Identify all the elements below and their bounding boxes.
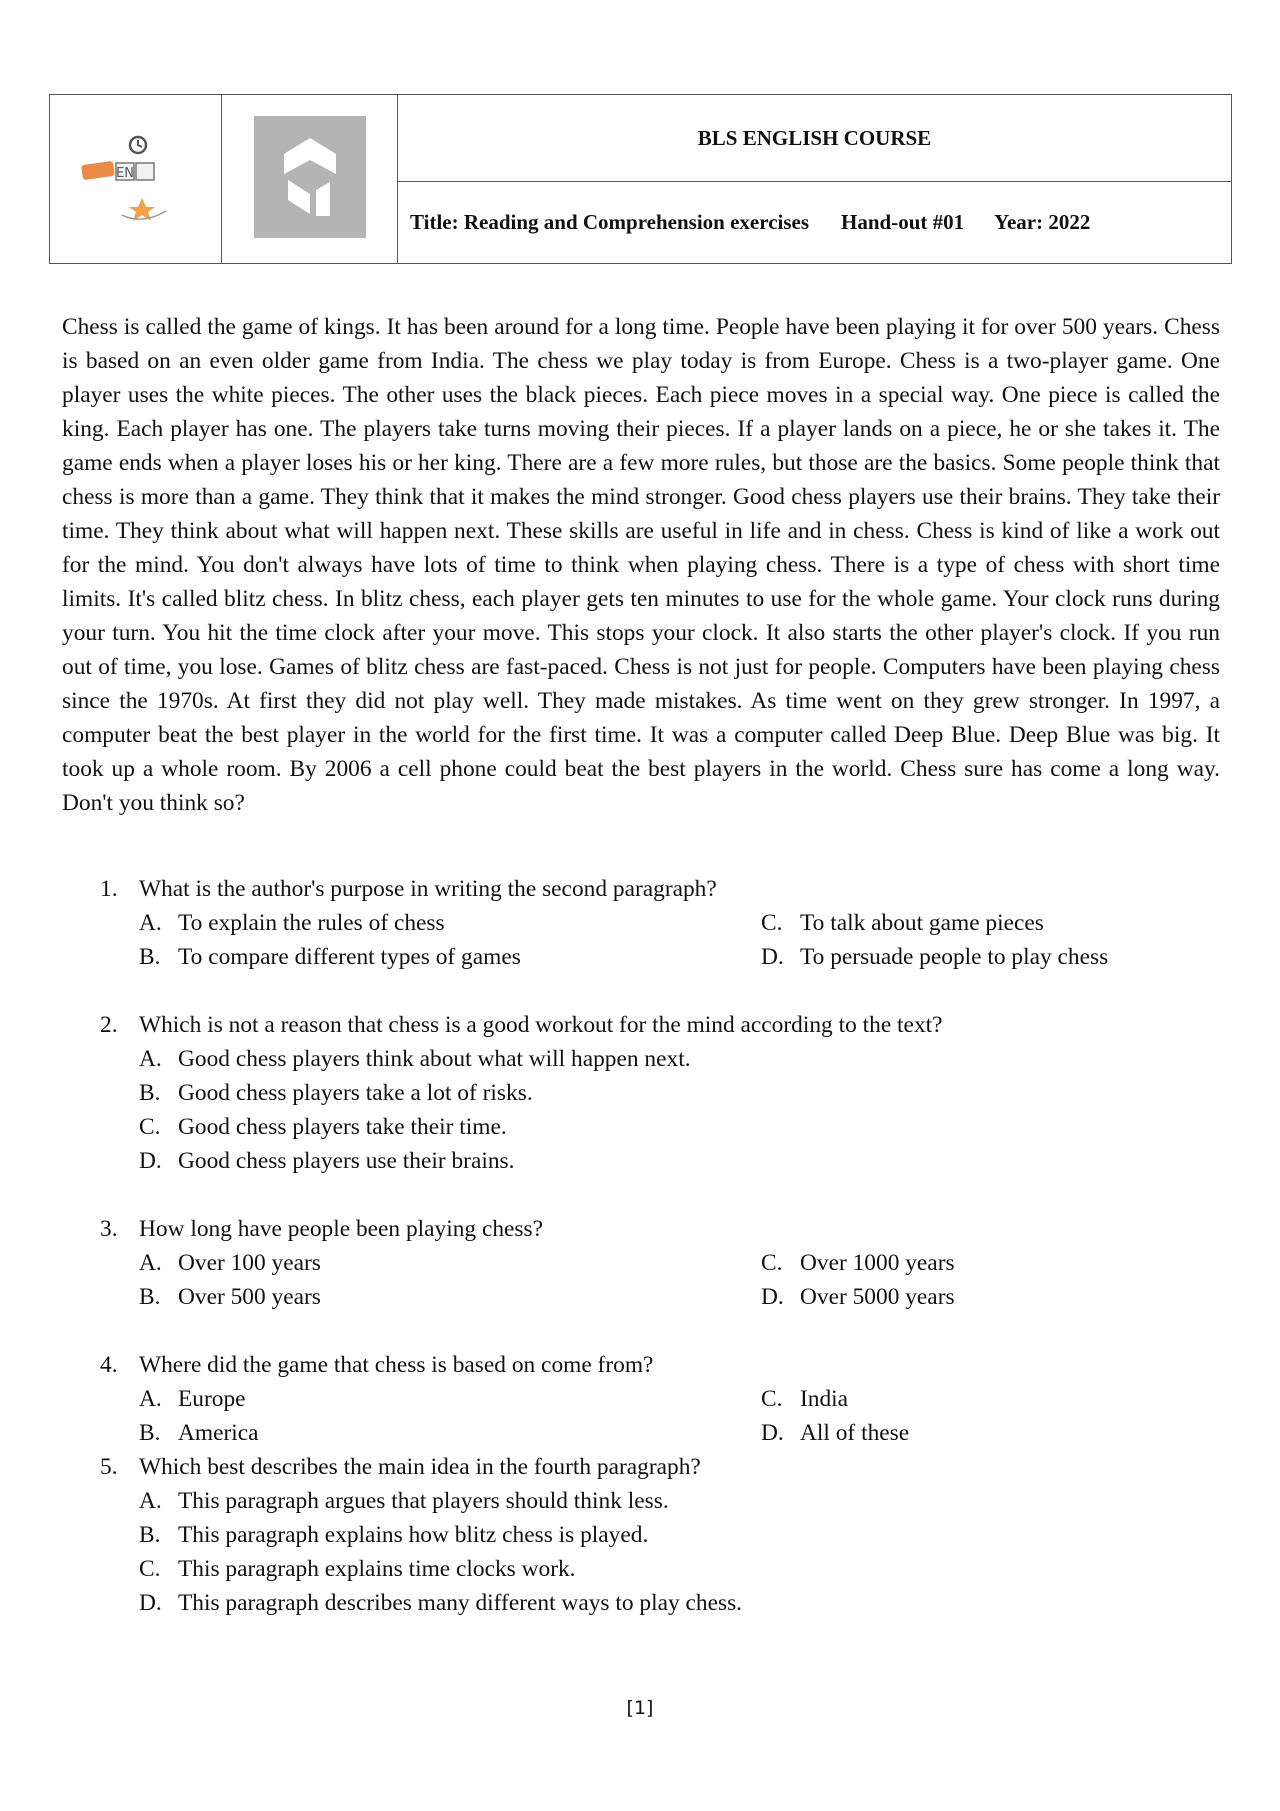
handout-number: Hand-out #01 <box>841 210 965 234</box>
answer-option <box>761 1416 1220 1450</box>
question-text: What is the author's purpose in writing the second paragraph? <box>139 876 717 902</box>
option-text: To compare different types of games <box>178 944 521 970</box>
question-text: How long have people been playing chess? <box>139 1216 544 1242</box>
option-letter: B. <box>139 1284 161 1310</box>
answer-options <box>139 1042 1220 1178</box>
option-letter: A. <box>139 1386 162 1412</box>
option-letter: B. <box>139 944 161 970</box>
brand-cell <box>222 95 398 264</box>
logo-tile-e: EN <box>115 165 134 181</box>
question-text: Where did the game that chess is based on come from? <box>139 1352 654 1378</box>
answer-option <box>139 940 761 974</box>
option-letter: A. <box>139 1046 162 1072</box>
question-text: Which is not a reason that chess is a good workout for the mind according to the text? <box>139 1012 943 1038</box>
option-text: To explain the rules of chess <box>178 910 445 936</box>
logo-cell <box>50 95 222 264</box>
question-5 <box>62 1450 1220 1620</box>
option-text: Over 1000 years <box>800 1250 955 1276</box>
option-letter: A. <box>139 910 162 936</box>
question-1 <box>62 872 1220 974</box>
answer-option <box>139 1552 1220 1586</box>
header-table <box>49 94 1232 264</box>
course-name: BLS ENGLISH COURSE <box>398 95 1232 182</box>
option-text: Over 5000 years <box>800 1284 955 1310</box>
answer-option <box>139 1110 1220 1144</box>
answer-options <box>139 1246 1220 1314</box>
option-letter: B. <box>139 1420 161 1446</box>
answer-option <box>761 1382 1220 1416</box>
answer-option <box>139 1280 761 1314</box>
option-letter: C. <box>761 1250 783 1276</box>
answer-option <box>139 1144 1220 1178</box>
option-letter: A. <box>139 1488 162 1514</box>
answer-option <box>139 1484 1220 1518</box>
option-letter: D. <box>761 1284 784 1310</box>
option-text: Good chess players take their time. <box>178 1114 507 1140</box>
answer-option <box>139 1518 1220 1552</box>
option-text: All of these <box>800 1420 910 1446</box>
answer-option <box>761 1246 1220 1280</box>
brand-emblem-icon <box>254 116 366 238</box>
answer-option <box>761 1280 1220 1314</box>
question-3 <box>62 1212 1220 1314</box>
option-letter: B. <box>139 1080 161 1106</box>
option-text: Europe <box>178 1386 246 1412</box>
option-letter: C. <box>761 910 783 936</box>
option-letter: C. <box>761 1386 783 1412</box>
question-number: 1. <box>100 876 118 902</box>
option-text: To talk about game pieces <box>800 910 1044 936</box>
option-text: India <box>800 1386 849 1412</box>
option-letter: B. <box>139 1522 161 1548</box>
page-number: [1] <box>626 1697 654 1719</box>
question-number: 5. <box>100 1454 118 1480</box>
option-letter: C. <box>139 1556 161 1582</box>
answer-option <box>139 1416 761 1450</box>
option-letter: D. <box>139 1148 162 1174</box>
option-text: This paragraph explains time clocks work. <box>178 1556 576 1582</box>
course-info-row <box>398 182 1232 264</box>
question-2 <box>62 1008 1220 1178</box>
answer-options <box>139 1382 1220 1450</box>
question-number: 4. <box>100 1352 118 1378</box>
option-letter: D. <box>761 1420 784 1446</box>
option-text: This paragraph argues that players should think less. <box>178 1488 669 1514</box>
option-letter: D. <box>761 944 784 970</box>
option-text: America <box>178 1420 259 1446</box>
answer-option <box>761 940 1220 974</box>
option-letter: D. <box>139 1590 162 1616</box>
answer-option <box>139 1076 1220 1110</box>
question-number: 3. <box>100 1216 118 1242</box>
answer-option <box>139 1382 761 1416</box>
option-text: Over 100 years <box>178 1250 321 1276</box>
option-letter: A. <box>139 1250 162 1276</box>
reading-passage: Chess is called the game of kings. It has been around for a long time. People have been playing it for over 500 years. Chess is based on an even older game from India. The chess we play today is from Europe. Chess is a two-player game. One player uses the white pieces. The other uses the black pieces. Each piece moves in a special way. One piece is called the king. Each player has one. The players take turns moving their pieces. If a player lands on a piece, he or she takes it. The game ends when a player loses his or her king. There are a few more rules, but those are the basics. Some people think that chess is more than a game. They think that it makes the mind stronger. Good chess players use their brains. They take their time. They think about what will happen next. These skills are useful in life and in chess. Chess is kind of like a work out for the mind. You don't always have lots of time to think when playing chess. There is a type of chess with short time limits. It's called blitz chess. In blitz chess, each player gets ten minutes to use for the whole game. Your clock runs during your turn. You hit the time clock after your move. This stops your clock. It also starts the other player's clock. If you run out of time, you lose. Games of blitz chess are fast-paced. Chess is not just for people. Computers have been playing chess since the 1970s. At first they did not play well. They made mistakes. As time went on they grew stronger. In 1997, a computer beat the best player in the world for the first time. It was a computer called Deep Blue. Deep Blue was big. It took up a whole room. By 2006 a cell phone could beat the best players in the world. Chess sure has come a long way. Don't you think so? <box>62 314 1220 816</box>
answer-options <box>139 1484 1220 1620</box>
bls-logo-icon <box>76 127 196 227</box>
question-text: Which best describes the main idea in the fourth paragraph? <box>139 1454 701 1480</box>
option-text: Over 500 years <box>178 1284 321 1310</box>
question-4 <box>62 1348 1220 1450</box>
answer-option <box>761 906 1220 940</box>
option-text: Good chess players take a lot of risks. <box>178 1080 533 1106</box>
question-list <box>62 872 1220 1620</box>
option-text: Good chess players think about what will happen next. <box>178 1046 691 1072</box>
answer-option <box>139 1042 1220 1076</box>
answer-option <box>139 906 761 940</box>
option-text: This paragraph describes many different ways to play chess. <box>178 1590 743 1616</box>
option-text: This paragraph explains how blitz chess is played. <box>178 1522 649 1548</box>
option-letter: C. <box>139 1114 161 1140</box>
handout-year: Year: 2022 <box>994 210 1091 234</box>
answer-options <box>139 906 1220 974</box>
option-text: Good chess players use their brains. <box>178 1148 515 1174</box>
answer-option <box>139 1586 1220 1620</box>
option-text: To persuade people to play chess <box>800 944 1109 970</box>
question-number: 2. <box>100 1012 118 1038</box>
handout-title: Title: Reading and Comprehension exercises <box>410 210 810 234</box>
answer-option <box>139 1246 761 1280</box>
